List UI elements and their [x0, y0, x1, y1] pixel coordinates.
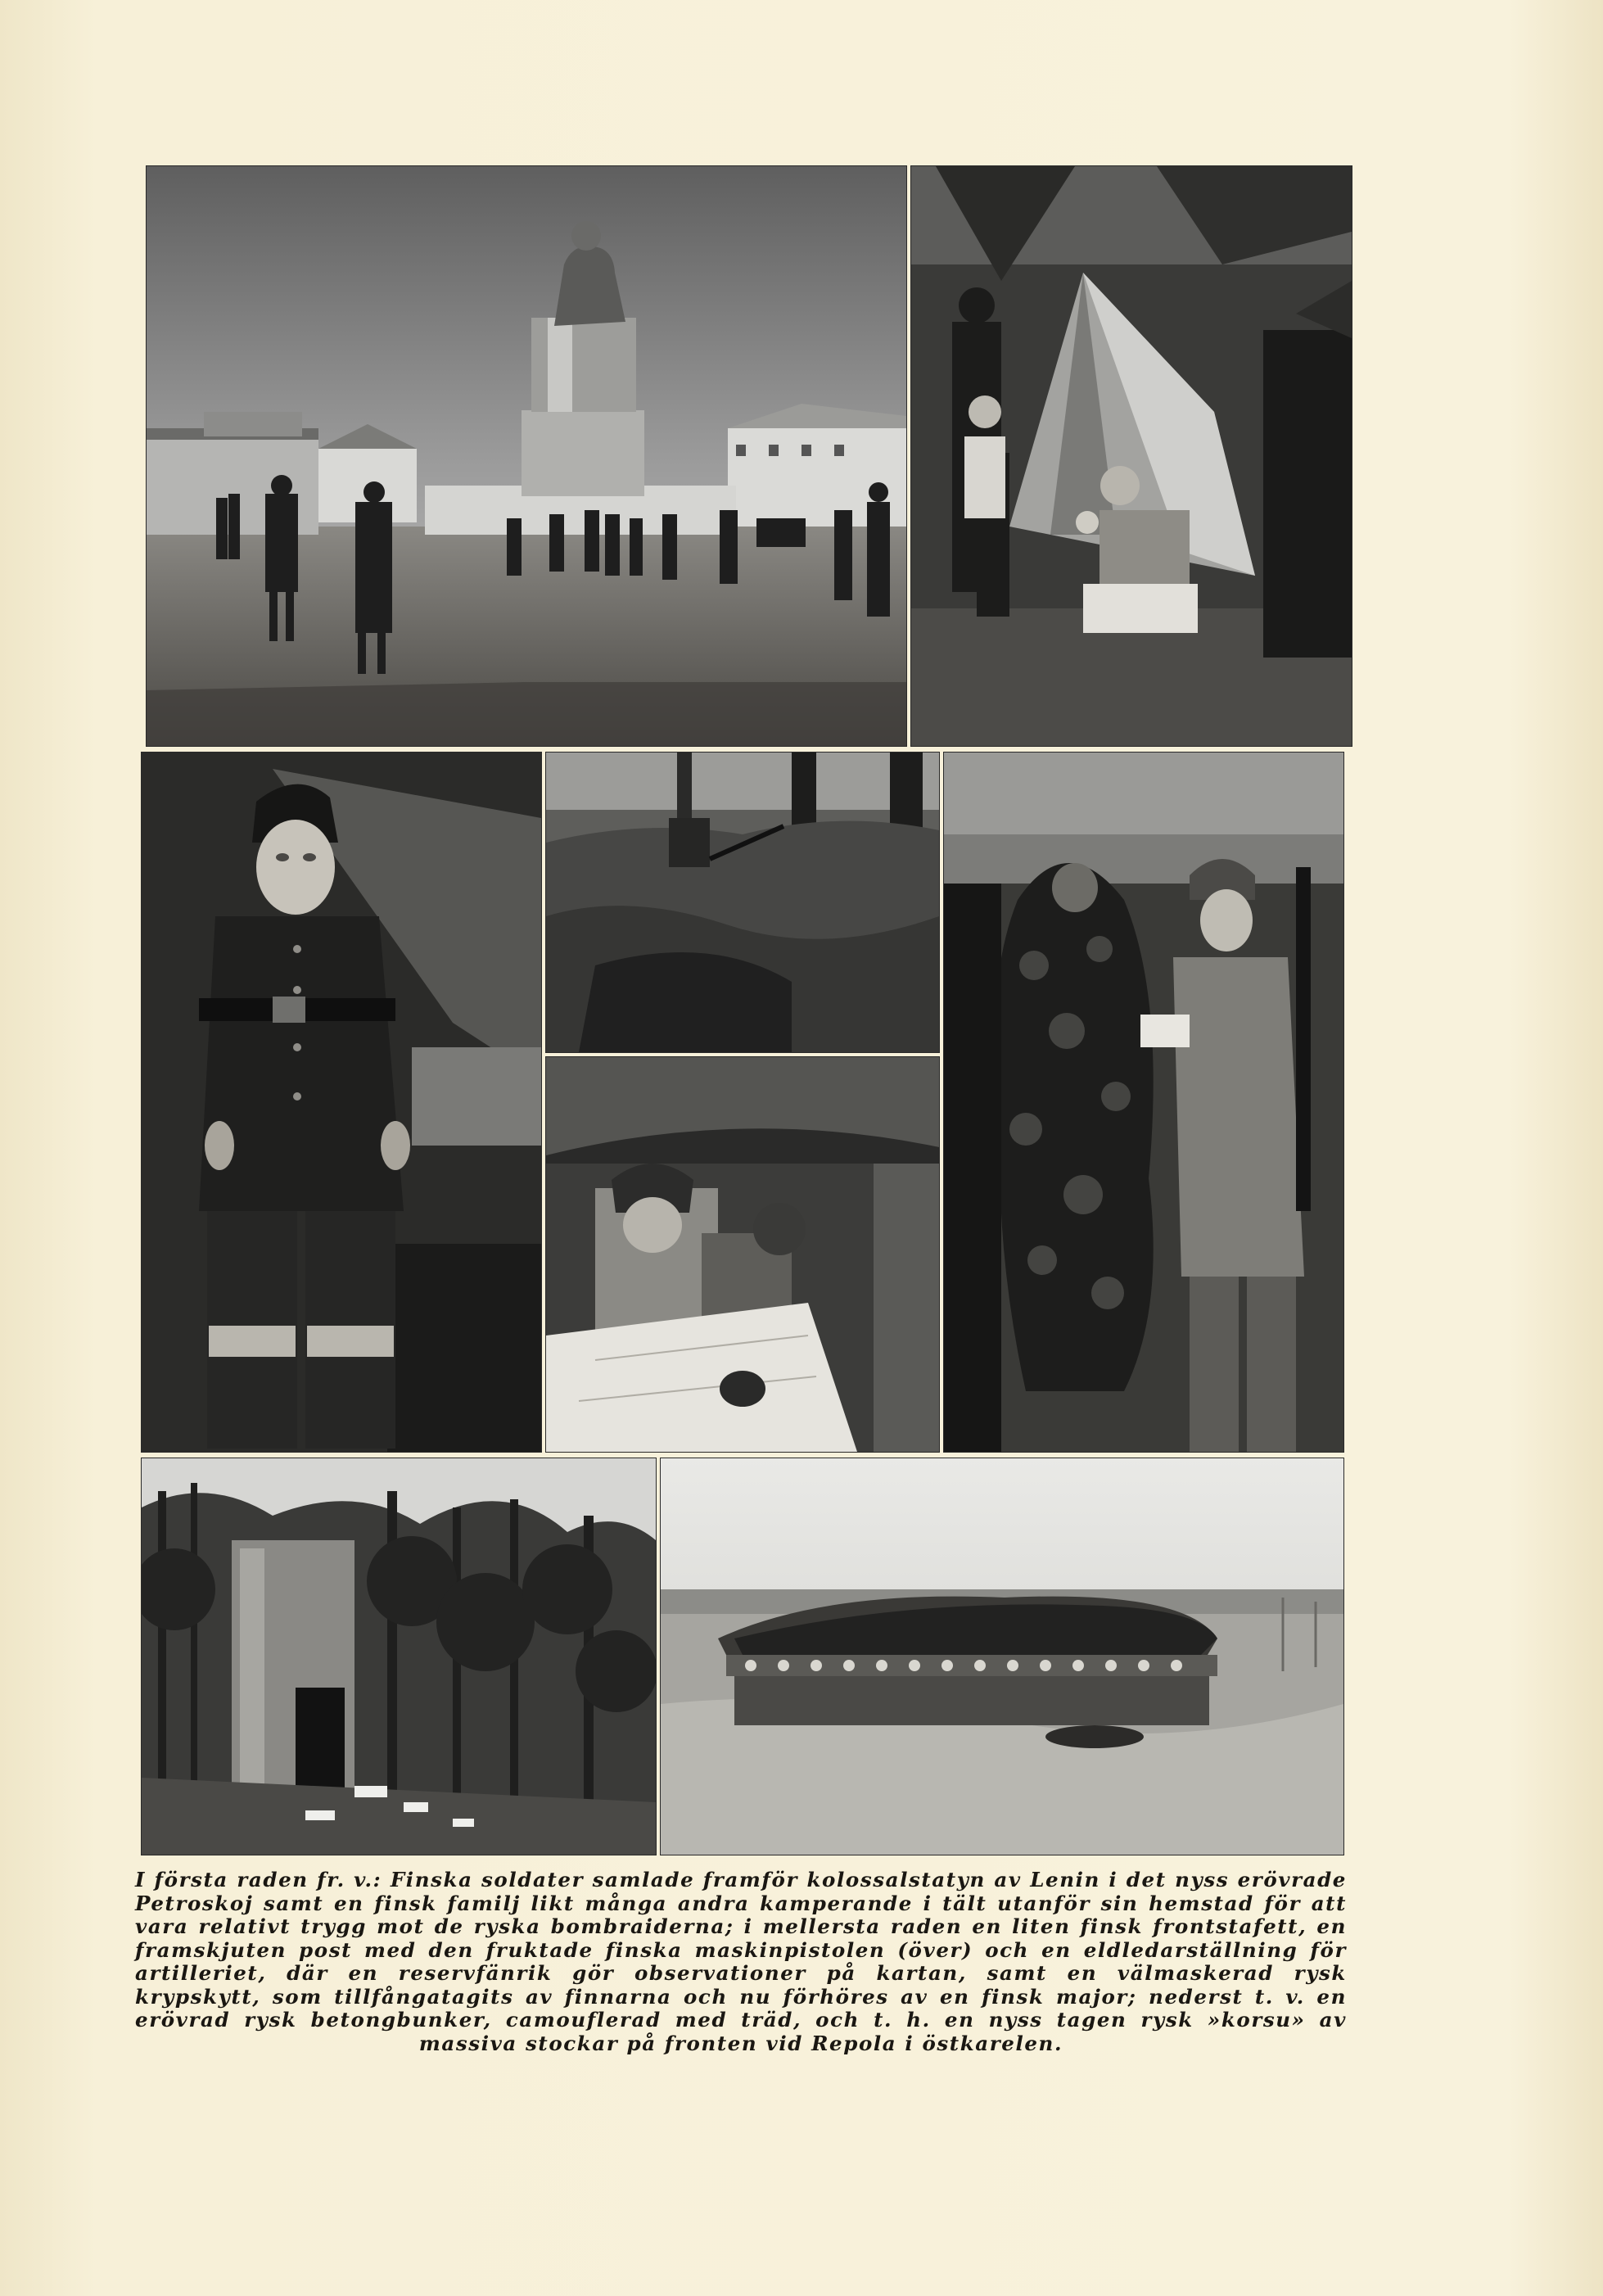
photo-lenin-statue [146, 165, 907, 747]
photo-family-tent [910, 165, 1352, 747]
photo-forward-post [545, 752, 940, 1053]
photo-artillery-observation [545, 1056, 940, 1453]
photo-caption [135, 1869, 1347, 2055]
caption-lead: I första raden fr. v.: [135, 1868, 382, 1891]
photo-concrete-bunker [141, 1458, 657, 1855]
photo-log-korsu [660, 1458, 1344, 1855]
photo-boy-messenger [141, 752, 542, 1453]
caption-text: Finska soldater samlade framför kolossalstatyn av Lenin i det nyss erövrade Petroskoj samt en finsk familj likt många andra kamperande i tält utanför sin hemstad för att vara relativt trygg mot de ryska bombraiderna; i mellersta raden en liten finsk frontstafett, en framskjuten post med den fruktade finska maskinpistolen (över) och en eldledarställning för artilleriet, där en reservfänrik gör observationer på kartan, samt en välmaskerad rysk krypskytt, som tillfångatagits av finnarna och nu förhöres av en finsk major; nederst t. v. en erövrad rysk betongbunker, camouflerad med träd, och t. h. en nyss tagen rysk »korsu» av massiva stockar på fronten vid Repola i östkarelen. [135, 1868, 1347, 2055]
photo-camouflaged-sniper [943, 752, 1344, 1453]
